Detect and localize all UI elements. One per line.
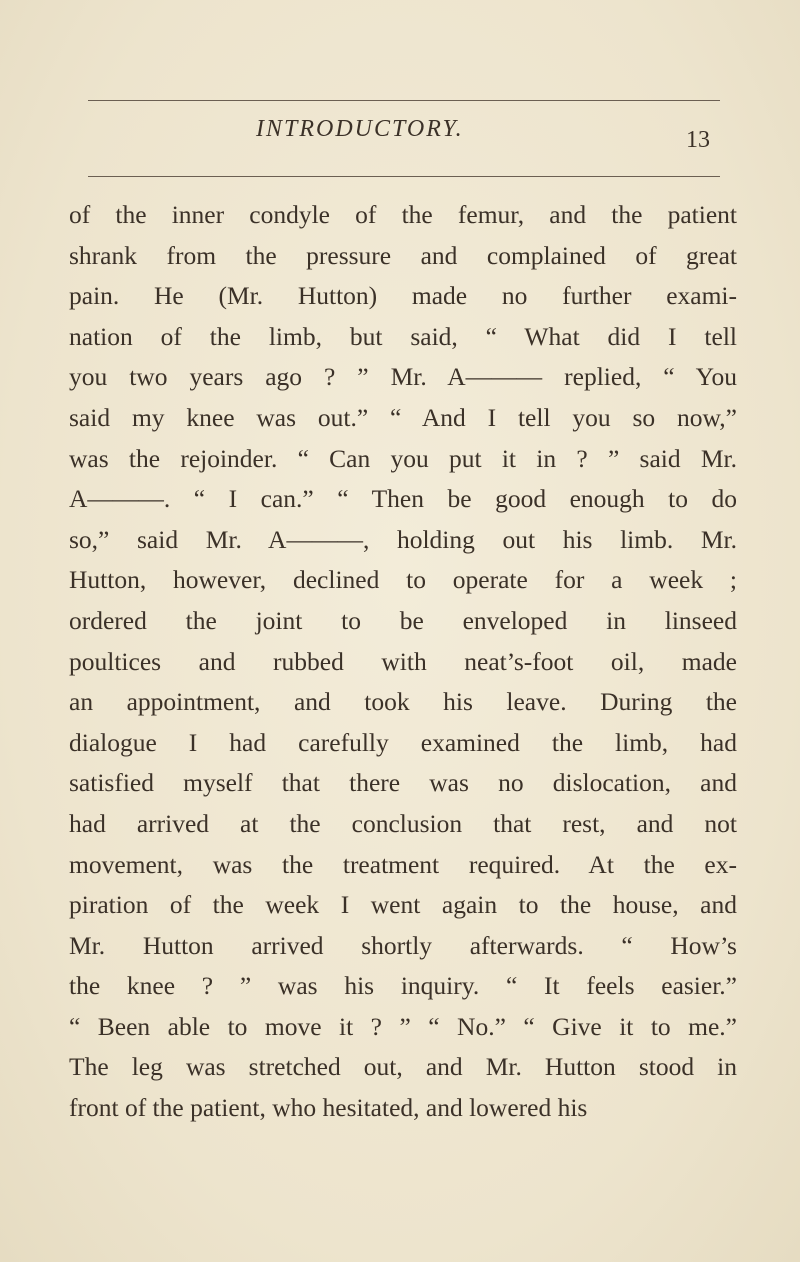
- text-line: of the inner condyle of the femur, and the patient: [69, 200, 737, 229]
- text-line: front of the patient, who hesitated, and lowered his: [69, 1093, 588, 1123]
- running-head: INTRODUCTORY.: [256, 116, 464, 142]
- text-line: you two years ago ? ” Mr. A——— replied, “ You: [69, 362, 737, 392]
- header-bottom-rule: [88, 176, 720, 177]
- text-line: Hutton, however, declined to operate for a week ;: [69, 565, 737, 595]
- text-line: the knee ? ” was his inquiry. “ It feels easier.”: [69, 971, 737, 1001]
- text-line: Mr. Hutton arrived shortly afterwards. “ How’s: [69, 930, 737, 960]
- text-line: movement, was the treatment required. At the ex-: [69, 849, 737, 879]
- text-line: had arrived at the conclusion that rest, and not: [69, 808, 737, 838]
- text-line: so,” said Mr. A———, holding out his limb. Mr.: [69, 524, 737, 554]
- text-line: “ Been able to move it ? ” “ No.” “ Give it to me.”: [69, 1011, 737, 1041]
- text-line: said my knee was out.” “ And I tell you so now,”: [69, 402, 737, 432]
- header-top-rule: [88, 100, 720, 101]
- text-line: an appointment, and took his leave. During the: [69, 687, 737, 717]
- text-line: pain. He (Mr. Hutton) made no further exami-: [69, 281, 737, 311]
- text-line: The leg was stretched out, and Mr. Hutton stood in: [69, 1052, 737, 1082]
- text-line: shrank from the pressure and complained of great: [69, 240, 737, 270]
- body-text: [69, 195, 737, 1129]
- text-line: piration of the week I went again to the house, and: [69, 890, 737, 920]
- text-line: dialogue I had carefully examined the limb, had: [69, 727, 737, 757]
- text-line: satisfied myself that there was no dislocation, and: [69, 768, 737, 798]
- text-line: nation of the limb, but said, “ What did I tell: [69, 321, 737, 351]
- text-line: A———. “ I can.” “ Then be good enough to do: [69, 484, 737, 514]
- text-line: ordered the joint to be enveloped in linseed: [69, 605, 737, 635]
- page-number: 13: [686, 127, 710, 153]
- text-line: was the rejoinder. “ Can you put it in ? ” said Mr.: [69, 443, 737, 473]
- text-line: poultices and rubbed with neat’s-foot oil, made: [69, 646, 737, 676]
